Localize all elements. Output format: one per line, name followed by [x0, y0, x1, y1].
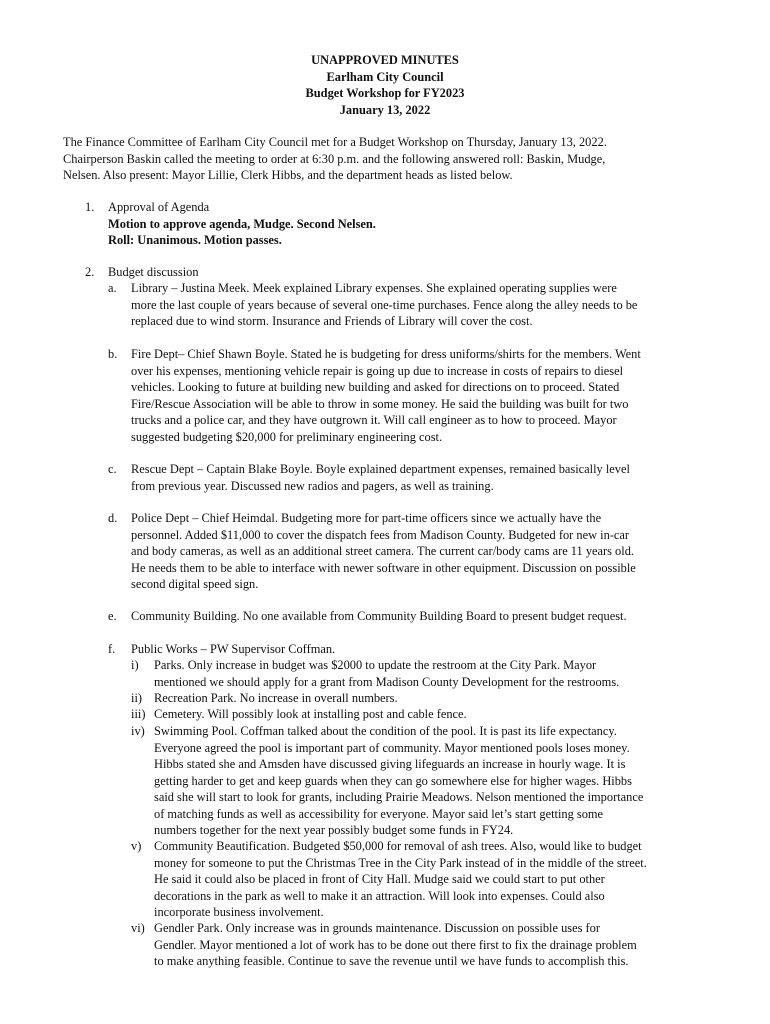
header-status: UNAPPROVED MINUTES	[311, 53, 459, 67]
subitem-text	[131, 461, 721, 494]
text-line: from previous year. Discussed new radios and pagers, as well as training.	[131, 478, 494, 493]
subitem-text	[131, 280, 721, 330]
roman-text	[154, 838, 724, 921]
subitem-text	[131, 346, 721, 445]
header-meeting-title: Budget Workshop for FY2023	[305, 86, 465, 100]
text-line: Everyone agreed the pool is important part of community. Mayor mentioned pools loses money.	[154, 740, 630, 755]
text-line: Swimming Pool. Coffman talked about the condition of the pool. It is past its life expectancy.	[154, 724, 617, 738]
roman-text	[154, 723, 724, 839]
text-line: Community Building. No one available from Community Building Board to present budget request.	[131, 609, 627, 623]
intro-paragraph	[63, 134, 723, 184]
item-title: Budget discussion	[108, 265, 199, 279]
text-line: Gendler Park. Only increase was in grounds maintenance. Discussion on possible uses for	[154, 921, 600, 935]
roman-number: i)	[131, 658, 139, 672]
text-line: trucks and a police car, and they have outgrown it. Will call engineer as to how to proceed. Mayor	[131, 413, 617, 427]
item-number: 2.	[85, 265, 95, 279]
intro-line: Nelsen. Also present: Mayor Lillie, Clerk Hibbs, and the department heads as listed below.	[63, 168, 513, 182]
roll-text: Roll: Unanimous. Motion passes.	[108, 233, 282, 247]
text-line: and body cameras, as well as an additional street camera. The current car/body cams are 11 years old.	[131, 544, 634, 558]
subitem-letter: d.	[108, 511, 118, 525]
text-line: Library – Justina Meek. Meek explained Library expenses. She explained operating supplies were	[131, 281, 617, 295]
text-line: Fire/Rescue Association will be able to throw in some money. He said the building was built for two	[131, 396, 629, 411]
text-line: Gendler. Mayor mentioned a lot of work has to be done out there first to fix the drainage problem	[154, 937, 637, 952]
motion-text: Motion to approve agenda, Mudge. Second Nelsen.	[108, 216, 376, 231]
text-line: vehicles. Looking to future at building new building and asked for directions on to proceed. Stated	[131, 380, 620, 394]
subitem-title: Public Works – PW Supervisor Coffman.	[131, 642, 336, 656]
subitem-letter: c.	[108, 462, 117, 476]
text-line: numbers together for the next year possibly budget some funds in FY24.	[154, 823, 514, 837]
text-line: over his expenses, mentioning vehicle repair is going up due to increase in costs of repairs to diesel	[131, 363, 624, 378]
text-line: Recreation Park. No increase in overall numbers.	[154, 691, 398, 705]
text-line: Cemetery. Will possibly look at installing post and cable fence.	[154, 707, 467, 721]
text-line: Fire Dept– Chief Shawn Boyle. Stated he is budgeting for dress uniforms/shirts for the members. Went	[131, 347, 641, 361]
roman-text	[154, 657, 724, 690]
text-line: Police Dept – Chief Heimdal. Budgeting more for part-time officers since we actually have the	[131, 511, 602, 525]
subitem-letter: a.	[108, 281, 117, 295]
item-number: 1.	[85, 200, 95, 214]
subitem-text	[131, 608, 721, 625]
text-line: Hibbs stated she and Amsden have discussed giving lifeguards an increase in hourly wage. It is	[154, 757, 626, 771]
roman-text	[154, 690, 724, 707]
header-date: January 13, 2022	[339, 102, 431, 117]
item-title: Approval of Agenda	[108, 200, 210, 214]
text-line: decorations in the park as well to make it an attraction. Will look into expenses. Could also	[154, 888, 605, 903]
roman-number: vi)	[131, 921, 145, 935]
text-line: Parks. Only increase in budget was $2000 to update the restroom at the City Park. Mayor	[154, 658, 597, 672]
text-line: of matching funds as well as accessibility for everyone. Mayor said let’s start getting some	[154, 806, 604, 821]
text-line: incorporate business involvement.	[154, 905, 324, 919]
intro-line: Chairperson Baskin called the meeting to order at 6:30 p.m. and the following answered roll: Baskin, Mudge,	[63, 151, 606, 166]
text-line: more the last couple of years because of several one-time purchases. Fence along the alley needs to be	[131, 297, 638, 312]
text-line: mentioned we should apply for a grant from Madison County Development for the restrooms.	[154, 674, 620, 689]
intro-line: The Finance Committee of Earlham City Council met for a Budget Workshop on Thursday, January 13, 2022.	[63, 135, 607, 149]
document-header	[0, 52, 770, 118]
text-line: to make anything feasible. Continue to save the revenue until we have funds to accomplish this.	[154, 954, 629, 968]
text-line: personnel. Added $11,000 to cover the dispatch fees from Madison County. Budgeted for new in-car	[131, 527, 630, 542]
subitem-text	[131, 641, 721, 658]
roman-text	[154, 920, 724, 970]
text-line: He said it could also be placed in front of City Hall. Mudge said we could start to put other	[154, 872, 605, 886]
subitem-letter: e.	[108, 609, 117, 623]
roman-number: v)	[131, 839, 142, 853]
text-line: Community Beautification. Budgeted $50,000 for removal of ash trees. Also, would like to budget	[154, 839, 642, 853]
text-line: said she will start to look for grants, including Prairie Meadows. Nelson mentioned the importance	[154, 790, 644, 804]
text-line: second digital speed sign.	[131, 577, 259, 591]
text-line: suggested budgeting $20,000 for preliminary engineering cost.	[131, 429, 443, 444]
roman-number: iii)	[131, 707, 146, 721]
text-line: He needs them to be able to interface with newer software in other equipment. Discussion on possible	[131, 560, 636, 575]
subitem-text	[131, 510, 721, 593]
text-line: getting harder to get and keep guards when they can go somewhere else for higher wages. Hibbs	[154, 773, 632, 788]
subitem-letter: f.	[108, 642, 116, 656]
text-line: money for someone to put the Christmas Tree in the City Park instead of in the middle of the street.	[154, 855, 647, 870]
text-line: Rescue Dept – Captain Blake Boyle. Boyle explained department expenses, remained basically level	[131, 462, 630, 476]
roman-number: iv)	[131, 724, 145, 738]
subitem-letter: b.	[108, 347, 118, 361]
roman-text	[154, 706, 724, 723]
text-line: replaced due to wind storm. Insurance and Friends of Library will cover the cost.	[131, 314, 533, 328]
header-organization: Earlham City Council	[326, 69, 444, 84]
roman-number: ii)	[131, 691, 143, 705]
